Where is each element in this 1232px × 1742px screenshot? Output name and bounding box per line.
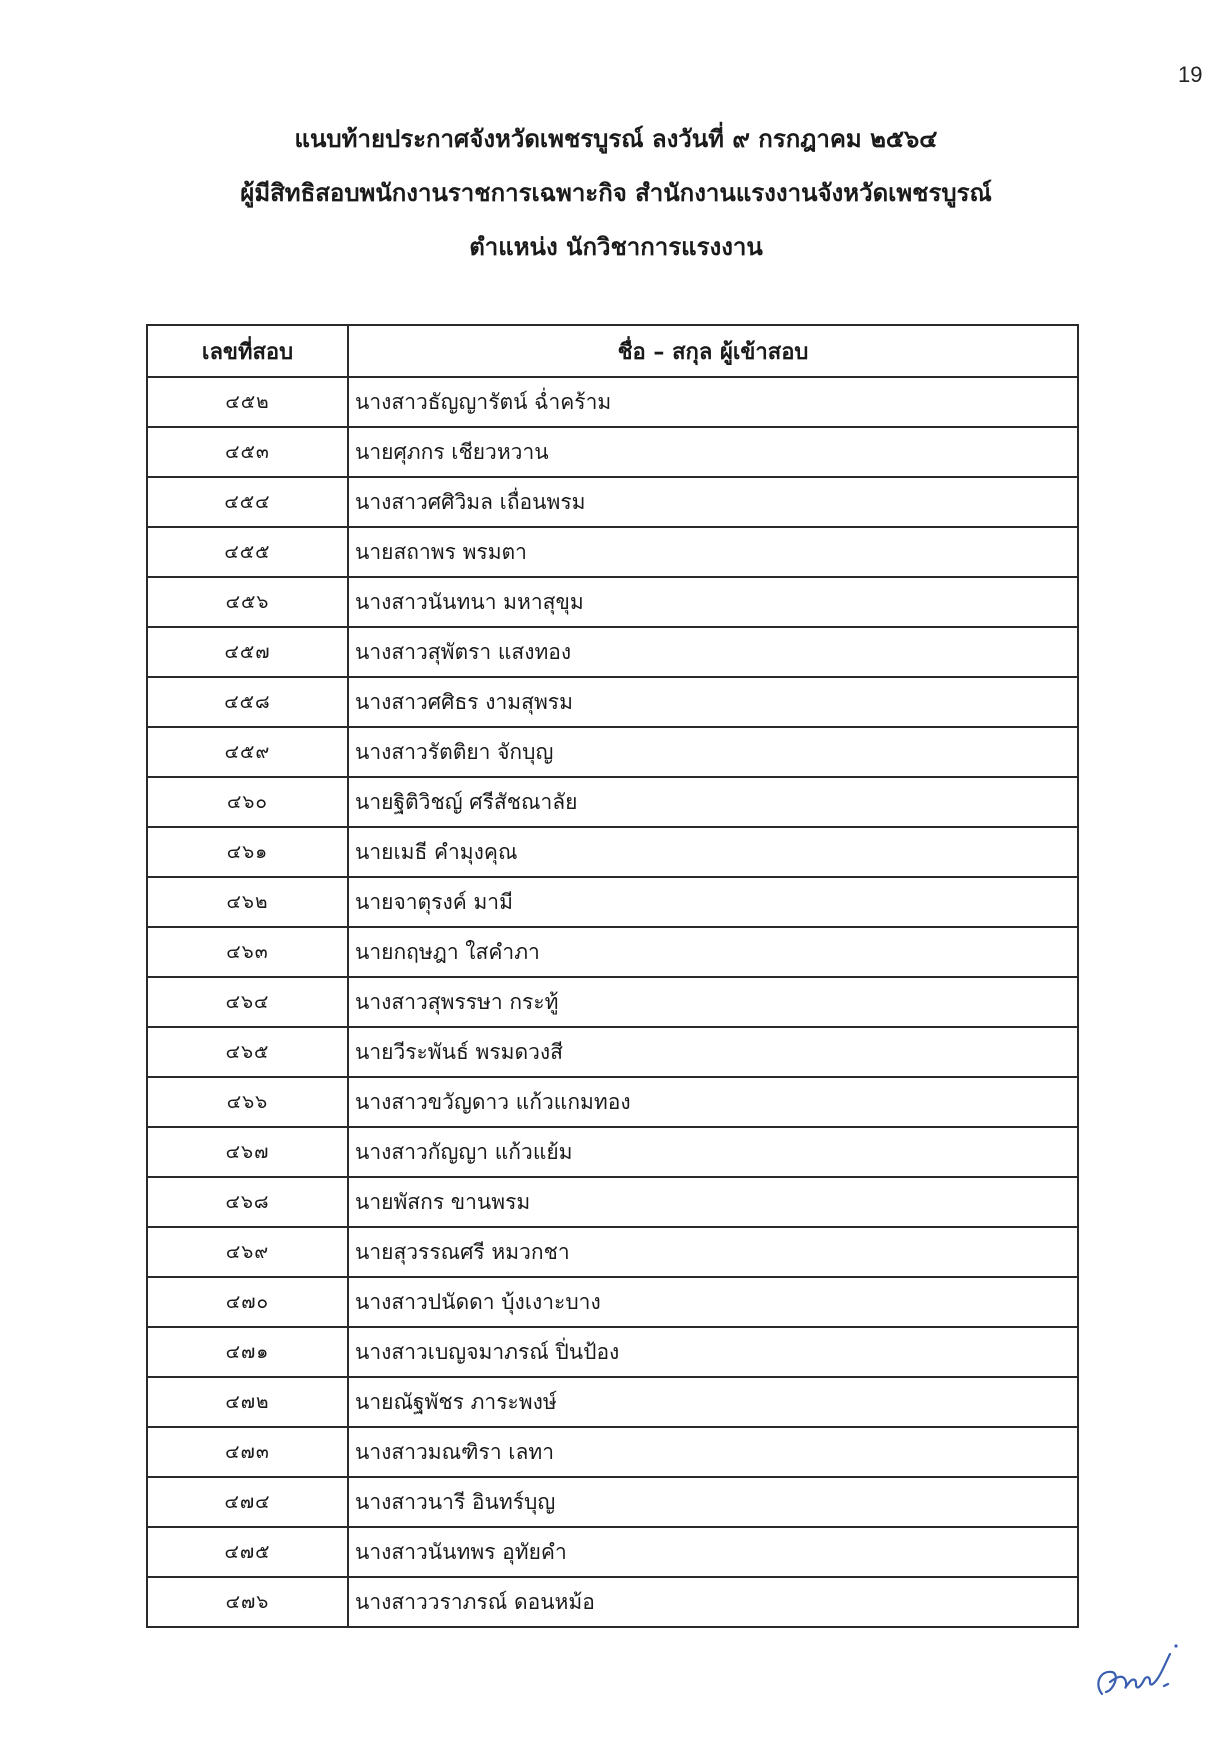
candidate-name-cell: นางสาวศศิวิมล เถื่อนพรม: [348, 477, 1078, 527]
candidate-name-cell: นางสาวขวัญดาว แก้วแกมทอง: [348, 1077, 1078, 1127]
table-row: [147, 1577, 1078, 1627]
table-row: [147, 827, 1078, 877]
exam-number-cell: ๔๗๕: [147, 1527, 348, 1577]
exam-number-cell: ๔๗๖: [147, 1577, 348, 1627]
exam-number-cell: ๔๕๕: [147, 527, 348, 577]
candidate-name-cell: นายฐิติวิชญ์ ศรีสัชณาลัย: [348, 777, 1078, 827]
table-row: [147, 677, 1078, 727]
table-row: [147, 1477, 1078, 1527]
table-row: [147, 527, 1078, 577]
candidate-name-cell: นายวีระพันธ์ พรมดวงสี: [348, 1027, 1078, 1077]
table-row: [147, 877, 1078, 927]
table-row: [147, 777, 1078, 827]
candidate-name-cell: นางสาวนันทนา มหาสุขุม: [348, 577, 1078, 627]
candidate-name-cell: นายสถาพร พรมตา: [348, 527, 1078, 577]
candidate-name-cell: นางสาวศศิธร งามสุพรม: [348, 677, 1078, 727]
exam-number-cell: ๔๖๖: [147, 1077, 348, 1127]
exam-number-cell: ๔๖๓: [147, 927, 348, 977]
exam-number-cell: ๔๕๔: [147, 477, 348, 527]
table-row: [147, 927, 1078, 977]
table-row: [147, 1277, 1078, 1327]
exam-number-cell: ๔๕๘: [147, 677, 348, 727]
table-row: [147, 977, 1078, 1027]
table-row: [147, 1377, 1078, 1427]
table-row: [147, 1527, 1078, 1577]
exam-number-cell: ๔๖๒: [147, 877, 348, 927]
candidate-name-cell: นายกฤษฎา ใสคำภา: [348, 927, 1078, 977]
table-row: [147, 1077, 1078, 1127]
exam-number-cell: ๔๗๔: [147, 1477, 348, 1527]
candidate-name-cell: นายณัฐพัชร ภาระพงษ์: [348, 1377, 1078, 1427]
candidate-name-cell: นางสาวนันทพร อุทัยคำ: [348, 1527, 1078, 1577]
exam-number-cell: ๔๗๐: [147, 1277, 348, 1327]
table-row: [147, 377, 1078, 427]
heading-line-1: แนบท้ายประกาศจังหวัดเพชรบูรณ์ ลงวันที่ ๙ กรกฎาคม ๒๕๖๔: [294, 125, 938, 153]
exam-number-cell: ๔๗๓: [147, 1427, 348, 1477]
signature: [1090, 1632, 1190, 1712]
header-exam-number: เลขที่สอบ: [147, 325, 348, 377]
table-row: [147, 727, 1078, 777]
candidate-name-cell: นายสุวรรณศรี หมวกชา: [348, 1227, 1078, 1277]
exam-number-cell: ๔๖๙: [147, 1227, 348, 1277]
exam-number-cell: ๔๗๒: [147, 1377, 348, 1427]
page-number: 19: [1178, 62, 1203, 87]
candidate-name-cell: นางสาวปนัดดา บุ้งเงาะบาง: [348, 1277, 1078, 1327]
candidate-name-cell: นายจาตุรงค์ มามี: [348, 877, 1078, 927]
heading-line-3: ตำแหน่ง นักวิชาการแรงงาน: [469, 233, 763, 261]
exam-number-cell: ๔๕๓: [147, 427, 348, 477]
exam-number-cell: ๔๗๑: [147, 1327, 348, 1377]
candidate-name-cell: นางสาววราภรณ์ ดอนหม้อ: [348, 1577, 1078, 1627]
exam-number-cell: ๔๖๔: [147, 977, 348, 1027]
table-row: [147, 1427, 1078, 1477]
heading-line-2: ผู้มีสิทธิสอบพนักงานราชการเฉพาะกิจ สำนักงานแรงงานจังหวัดเพชรบูรณ์: [240, 179, 992, 207]
candidate-name-cell: นางสาวสุพัตรา แสงทอง: [348, 627, 1078, 677]
exam-number-cell: ๔๕๖: [147, 577, 348, 627]
table-row: [147, 427, 1078, 477]
table-row: [147, 627, 1078, 677]
table-row: [147, 577, 1078, 627]
exam-number-cell: ๔๖๑: [147, 827, 348, 877]
document-heading: [0, 112, 1232, 274]
candidate-name-cell: นางสาวธัญญารัตน์ ฉ่ำคร้าม: [348, 377, 1078, 427]
candidate-table: [146, 324, 1079, 1628]
table-row: [147, 1027, 1078, 1077]
candidate-name-cell: นางสาวเบญจมาภรณ์ ปิ่นป้อง: [348, 1327, 1078, 1377]
table-row: [147, 477, 1078, 527]
table-body: [147, 377, 1078, 1627]
header-full-name: ชื่อ – สกุล ผู้เข้าสอบ: [348, 325, 1078, 377]
candidate-name-cell: นายพัสกร ขานพรม: [348, 1177, 1078, 1227]
table-row: [147, 1327, 1078, 1377]
exam-number-cell: ๔๕๙: [147, 727, 348, 777]
candidate-name-cell: นางสาวมณฑิรา เลทา: [348, 1427, 1078, 1477]
candidate-name-cell: นางสาวสุพรรษา กระทู้: [348, 977, 1078, 1027]
exam-number-cell: ๔๖๕: [147, 1027, 348, 1077]
exam-number-cell: ๔๕๒: [147, 377, 348, 427]
table-header-row: [147, 325, 1078, 377]
exam-number-cell: ๔๖๘: [147, 1177, 348, 1227]
candidate-name-cell: นางสาวกัญญา แก้วแย้ม: [348, 1127, 1078, 1177]
candidate-name-cell: นายเมธี คำมุงคุณ: [348, 827, 1078, 877]
table-row: [147, 1127, 1078, 1177]
exam-number-cell: ๔๖๗: [147, 1127, 348, 1177]
exam-number-cell: ๔๖๐: [147, 777, 348, 827]
candidate-name-cell: นายศุภกร เชียวหวาน: [348, 427, 1078, 477]
candidate-name-cell: นางสาวรัตติยา จักบุญ: [348, 727, 1078, 777]
table-row: [147, 1177, 1078, 1227]
exam-number-cell: ๔๕๗: [147, 627, 348, 677]
candidate-name-cell: นางสาวนารี อินทร์บุญ: [348, 1477, 1078, 1527]
table-row: [147, 1227, 1078, 1277]
